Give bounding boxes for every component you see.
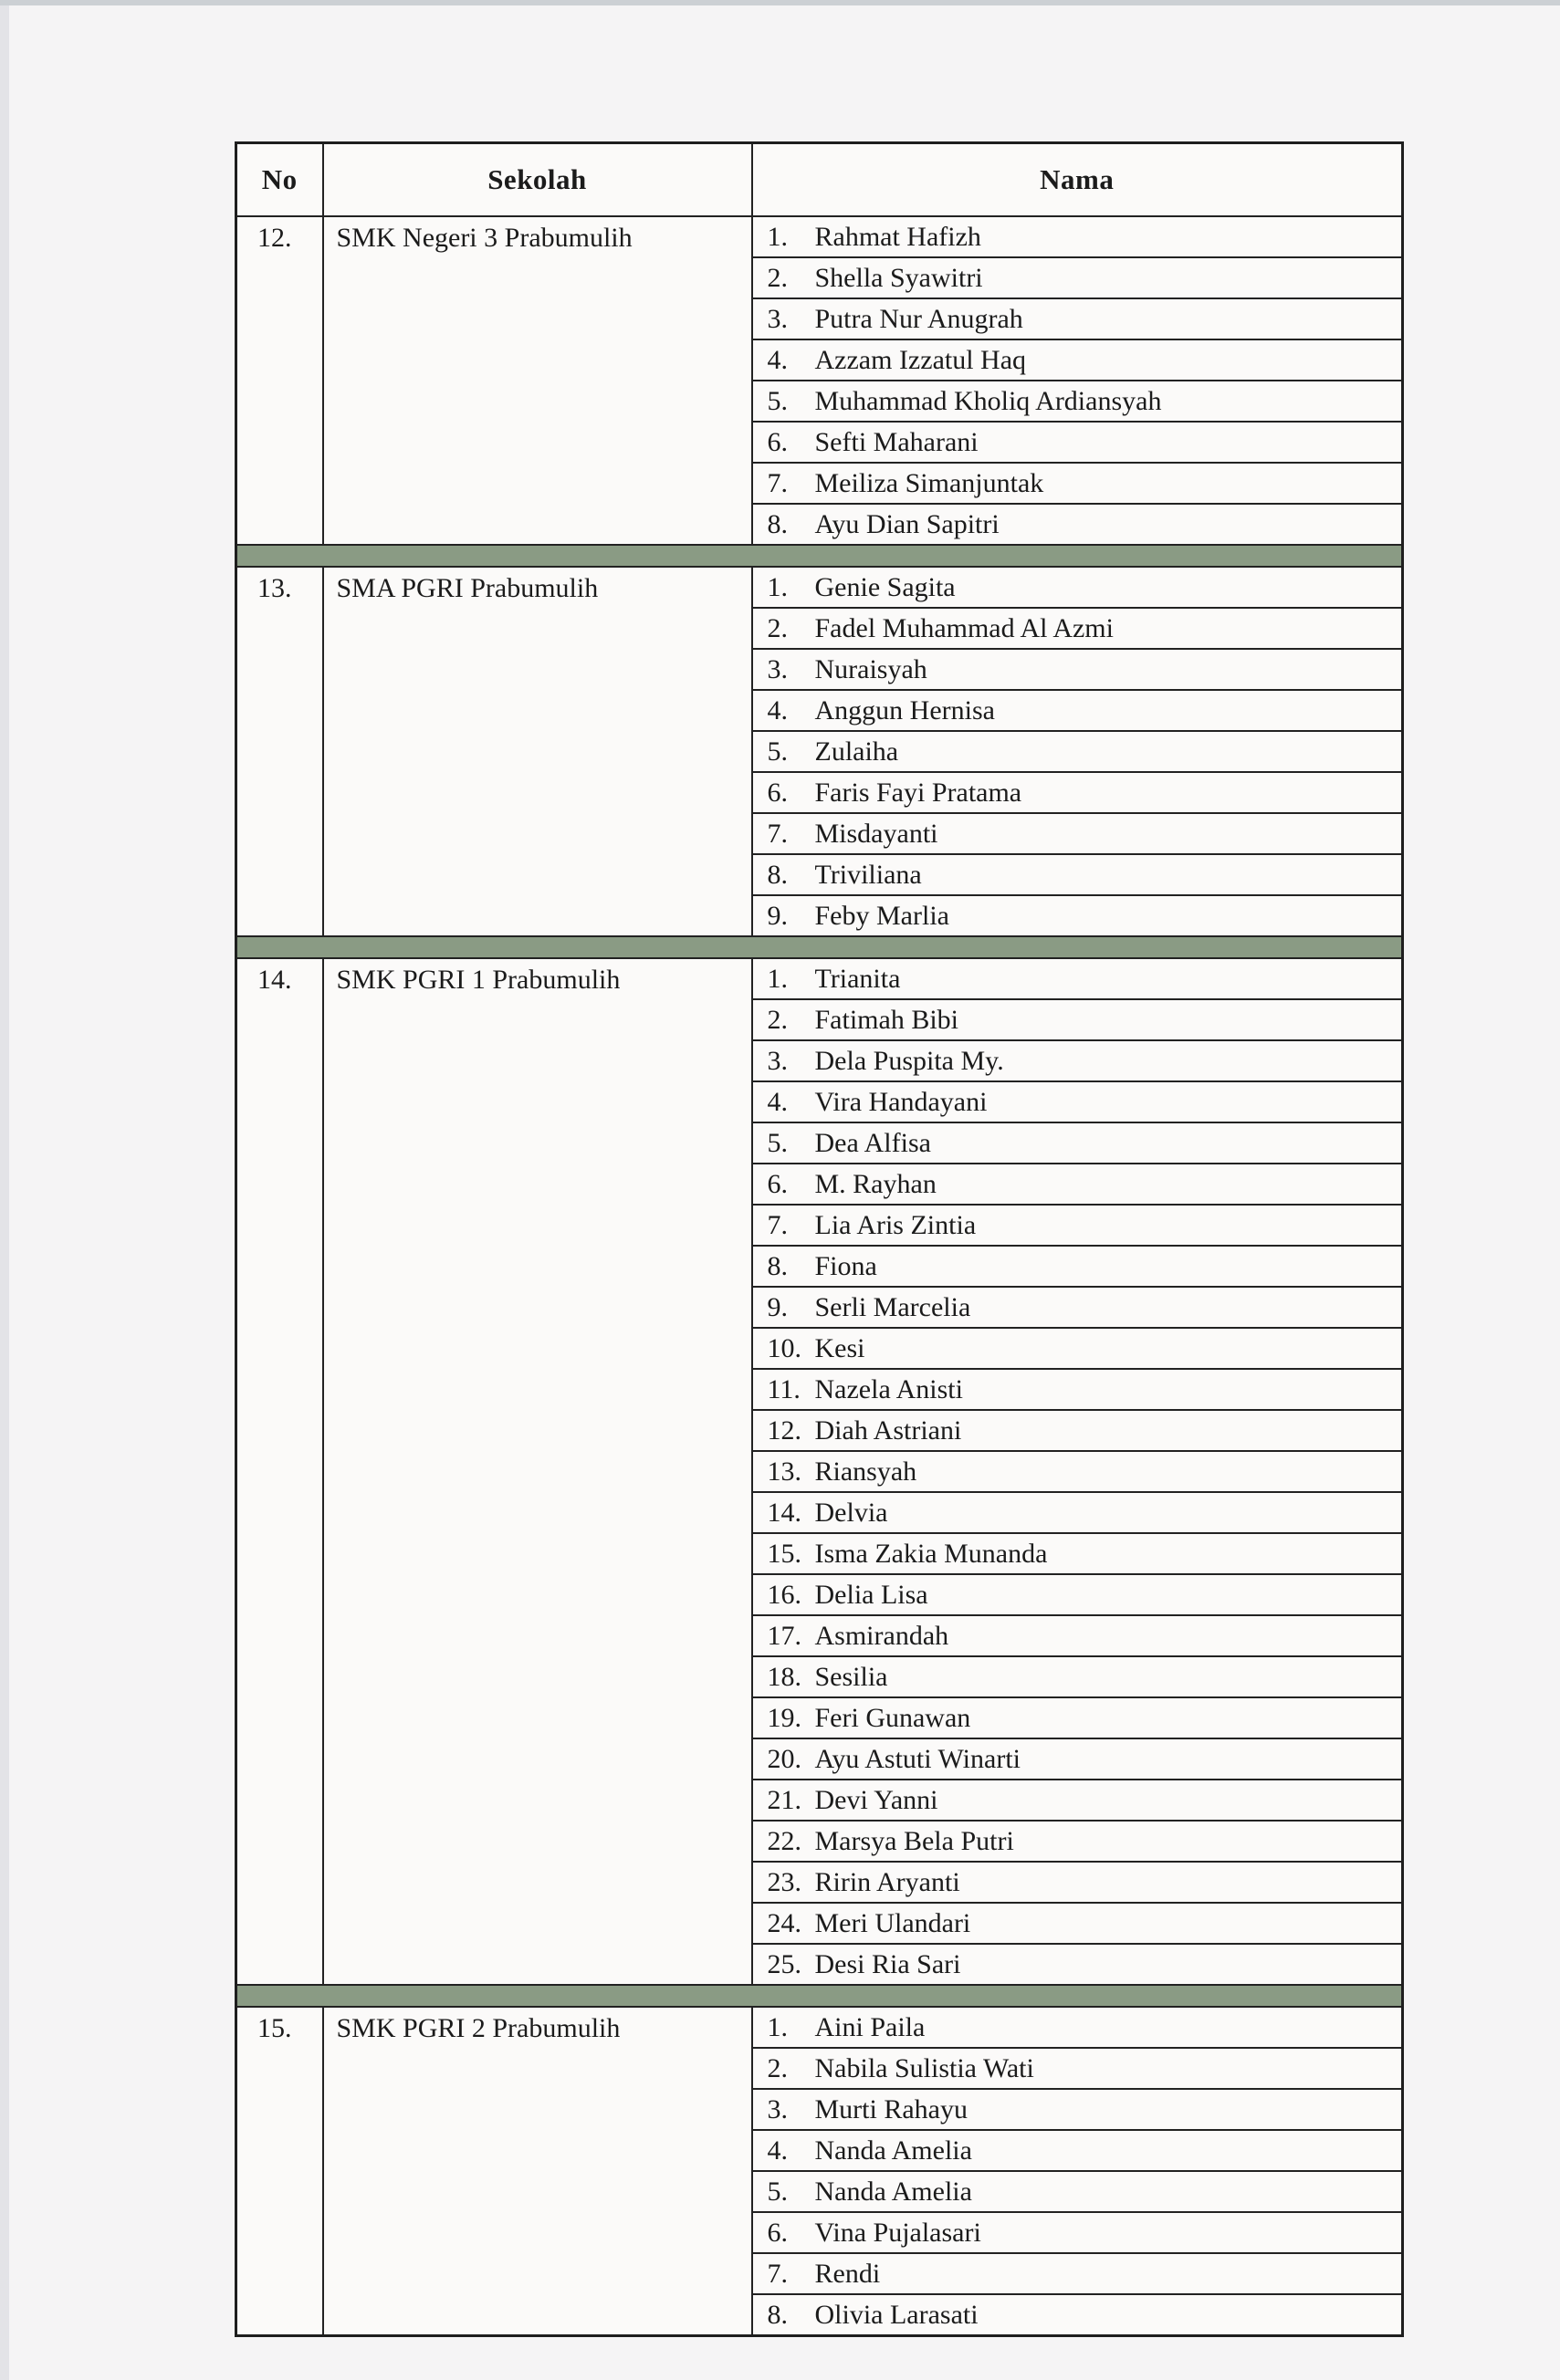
- student-name-cell: [752, 422, 1403, 463]
- student-name: Murti Rahayu: [814, 2094, 968, 2124]
- student-number: 16.: [767, 1580, 801, 1610]
- student-name-cell: [752, 1492, 1403, 1533]
- student-number: 6.: [767, 427, 788, 457]
- school-name-cell: SMK PGRI 2 Prabumulih: [323, 2007, 752, 2336]
- student-name-cell: [752, 298, 1403, 339]
- student-name-cell: [752, 1451, 1403, 1492]
- student-name: Sesilia: [814, 1662, 888, 1692]
- student-number: 7.: [767, 819, 788, 849]
- student-name-cell: [752, 1246, 1403, 1287]
- student-number: 9.: [767, 1292, 788, 1322]
- student-number: 23.: [767, 1867, 801, 1897]
- student-number: 1.: [767, 572, 788, 602]
- student-name-cell: [752, 1697, 1403, 1738]
- student-name-cell: [752, 1656, 1403, 1697]
- student-name: Nanda Amelia: [814, 2135, 972, 2166]
- student-number: 11.: [767, 1374, 801, 1404]
- school-name-cell: SMK Negeri 3 Prabumulih: [323, 216, 752, 545]
- student-name-cell: [752, 2007, 1403, 2048]
- student-name: Triviliana: [814, 860, 922, 890]
- student-number: 7.: [767, 2259, 788, 2289]
- student-name: Nazela Anisti: [814, 1374, 963, 1404]
- student-number: 5.: [767, 736, 788, 767]
- student-name: Aini Paila: [814, 2012, 926, 2042]
- student-name-cell: [752, 1122, 1403, 1164]
- student-number: 9.: [767, 901, 788, 931]
- student-name: Riansyah: [814, 1456, 917, 1487]
- student-number: 15.: [767, 1539, 801, 1569]
- student-name: Zulaiha: [814, 736, 899, 767]
- student-name-cell: [752, 1862, 1403, 1903]
- student-name-cell: [752, 958, 1403, 999]
- student-number: 22.: [767, 1826, 801, 1856]
- student-name: M. Rayhan: [814, 1169, 937, 1199]
- student-name-cell: [752, 504, 1403, 545]
- name-row: [236, 958, 1403, 999]
- group-number-cell: 13.: [236, 567, 323, 936]
- student-number: 8.: [767, 1251, 788, 1281]
- student-number: 12.: [767, 1415, 801, 1446]
- student-number: 10.: [767, 1333, 801, 1363]
- group-separator-bar: [236, 545, 1403, 567]
- group-number-cell: 12.: [236, 216, 323, 545]
- student-name: Ayu Astuti Winarti: [814, 1744, 1021, 1774]
- student-number: 1.: [767, 964, 788, 994]
- school-name-cell: SMA PGRI Prabumulih: [323, 567, 752, 936]
- student-name: Vira Handayani: [814, 1087, 988, 1117]
- student-name-cell: [752, 2089, 1403, 2130]
- student-name: Nuraisyah: [814, 654, 927, 684]
- student-name-cell: [752, 1944, 1403, 1985]
- student-name: Dea Alfisa: [814, 1128, 931, 1158]
- student-name: Serli Marcelia: [814, 1292, 971, 1322]
- student-name-cell: [752, 1533, 1403, 1574]
- student-name-cell: [752, 1780, 1403, 1821]
- student-name-cell: [752, 731, 1403, 772]
- student-name: Ayu Dian Sapitri: [814, 509, 1000, 539]
- student-name-cell: [752, 772, 1403, 813]
- student-name: Ririn Aryanti: [814, 1867, 960, 1897]
- student-name: Rahmat Hafizh: [814, 222, 981, 252]
- student-number: 18.: [767, 1662, 801, 1692]
- col-header-no: No: [236, 143, 323, 217]
- student-name-cell: [752, 1410, 1403, 1451]
- student-name: Rendi: [814, 2259, 881, 2289]
- student-name-cell: [752, 1574, 1403, 1615]
- school-names-table: [235, 141, 1404, 2337]
- group-separator-fill: [236, 545, 1403, 567]
- student-name: Kesi: [814, 1333, 865, 1363]
- student-name-cell: [752, 649, 1403, 690]
- student-name: Desi Ria Sari: [814, 1949, 961, 1979]
- student-name: Meiliza Simanjuntak: [814, 468, 1044, 498]
- student-number: 14.: [767, 1498, 801, 1528]
- group-separator-bar: [236, 1985, 1403, 2007]
- student-name-cell: [752, 339, 1403, 381]
- student-number: 7.: [767, 468, 788, 498]
- col-header-nama: Nama: [752, 143, 1403, 217]
- student-name-cell: [752, 1040, 1403, 1081]
- student-number: 5.: [767, 1128, 788, 1158]
- student-name-cell: [752, 463, 1403, 504]
- student-name-cell: [752, 1287, 1403, 1328]
- student-name-cell: [752, 2294, 1403, 2336]
- group-number-cell: 14.: [236, 958, 323, 1985]
- student-number: 6.: [767, 2218, 788, 2248]
- student-name-cell: [752, 257, 1403, 298]
- student-name: Anggun Hernisa: [814, 695, 995, 725]
- student-number: 5.: [767, 386, 788, 416]
- student-name: Genie Sagita: [814, 572, 956, 602]
- student-name: Olivia Larasati: [814, 2300, 979, 2330]
- student-name-cell: [752, 813, 1403, 854]
- col-header-sekolah: Sekolah: [323, 143, 752, 217]
- student-name-cell: [752, 999, 1403, 1040]
- student-name: Sefti Maharani: [814, 427, 979, 457]
- student-name: Marsya Bela Putri: [814, 1826, 1014, 1856]
- student-name-cell: [752, 567, 1403, 608]
- student-number: 4.: [767, 2135, 788, 2166]
- student-name: Misdayanti: [814, 819, 938, 849]
- student-name-cell: [752, 1328, 1403, 1369]
- student-name: Fiona: [814, 1251, 877, 1281]
- student-name: Dela Puspita My.: [814, 1046, 1004, 1076]
- name-row: [236, 2007, 1403, 2048]
- scan-left-edge: [0, 5, 9, 2380]
- student-name-cell: [752, 1205, 1403, 1246]
- student-name: Diah Astriani: [814, 1415, 962, 1446]
- student-number: 3.: [767, 1046, 788, 1076]
- student-number: 13.: [767, 1456, 801, 1487]
- student-name: Shella Syawitri: [814, 263, 983, 293]
- student-name: Meri Ulandari: [814, 1908, 971, 1938]
- student-name: Muhammad Kholiq Ardiansyah: [814, 386, 1162, 416]
- group-separator-bar: [236, 936, 1403, 958]
- student-number: 6.: [767, 778, 788, 808]
- student-name-cell: [752, 608, 1403, 649]
- school-name-cell: SMK PGRI 1 Prabumulih: [323, 958, 752, 1985]
- student-name: Isma Zakia Munanda: [814, 1539, 1048, 1569]
- student-number: 8.: [767, 509, 788, 539]
- student-name-cell: [752, 1164, 1403, 1205]
- name-row: [236, 567, 1403, 608]
- student-number: 4.: [767, 345, 788, 375]
- student-number: 1.: [767, 222, 788, 252]
- student-number: 4.: [767, 695, 788, 725]
- student-name-cell: [752, 690, 1403, 731]
- student-name: Feri Gunawan: [814, 1703, 971, 1733]
- student-name-cell: [752, 1821, 1403, 1862]
- student-name: Faris Fayi Pratama: [814, 778, 1022, 808]
- student-number: 19.: [767, 1703, 801, 1733]
- scan-top-edge: [0, 0, 1560, 5]
- student-name-cell: [752, 1738, 1403, 1780]
- student-name-cell: [752, 2130, 1403, 2171]
- student-number: 5.: [767, 2176, 788, 2207]
- student-name-cell: [752, 2212, 1403, 2253]
- student-number: 7.: [767, 1210, 788, 1240]
- student-name: Lia Aris Zintia: [814, 1210, 977, 1240]
- student-number: 2.: [767, 1005, 788, 1035]
- student-name: Fatimah Bibi: [814, 1005, 958, 1035]
- student-number: 3.: [767, 2094, 788, 2124]
- student-name: Delia Lisa: [814, 1580, 928, 1610]
- student-number: 3.: [767, 654, 788, 684]
- group-separator-fill: [236, 936, 1403, 958]
- student-name-cell: [752, 854, 1403, 895]
- student-name-cell: [752, 2171, 1403, 2212]
- student-name-cell: [752, 895, 1403, 936]
- student-name: Trianita: [814, 964, 901, 994]
- student-name: Vina Pujalasari: [814, 2218, 981, 2248]
- student-number: 6.: [767, 1169, 788, 1199]
- student-name-cell: [752, 216, 1403, 257]
- student-number: 2.: [767, 263, 788, 293]
- name-row: [236, 216, 1403, 257]
- group-separator-fill: [236, 1985, 1403, 2007]
- student-name-cell: [752, 1903, 1403, 1944]
- student-name: Fadel Muhammad Al Azmi: [814, 613, 1114, 643]
- student-name-cell: [752, 1369, 1403, 1410]
- student-name-cell: [752, 1615, 1403, 1656]
- student-number: 24.: [767, 1908, 801, 1938]
- student-name: Azzam Izzatul Haq: [814, 345, 1027, 375]
- student-name: Nabila Sulistia Wati: [814, 2053, 1034, 2083]
- student-number: 8.: [767, 860, 788, 890]
- student-number: 3.: [767, 304, 788, 334]
- student-name: Feby Marlia: [814, 901, 949, 931]
- student-number: 25.: [767, 1949, 801, 1979]
- student-name: Nanda Amelia: [814, 2176, 972, 2207]
- header-row: [236, 143, 1403, 217]
- student-number: 2.: [767, 613, 788, 643]
- student-name: Putra Nur Anugrah: [814, 304, 1023, 334]
- student-name-cell: [752, 2253, 1403, 2294]
- student-name-cell: [752, 1081, 1403, 1122]
- student-name-cell: [752, 381, 1403, 422]
- student-number: 21.: [767, 1785, 801, 1815]
- student-name-cell: [752, 2048, 1403, 2089]
- student-number: 4.: [767, 1087, 788, 1117]
- student-number: 20.: [767, 1744, 801, 1774]
- student-number: 8.: [767, 2300, 788, 2330]
- student-name: Delvia: [814, 1498, 888, 1528]
- group-number-cell: 15.: [236, 2007, 323, 2336]
- student-name: Devi Yanni: [814, 1785, 938, 1815]
- student-number: 17.: [767, 1621, 801, 1651]
- student-name: Asmirandah: [814, 1621, 949, 1651]
- student-number: 1.: [767, 2012, 788, 2042]
- student-number: 2.: [767, 2053, 788, 2083]
